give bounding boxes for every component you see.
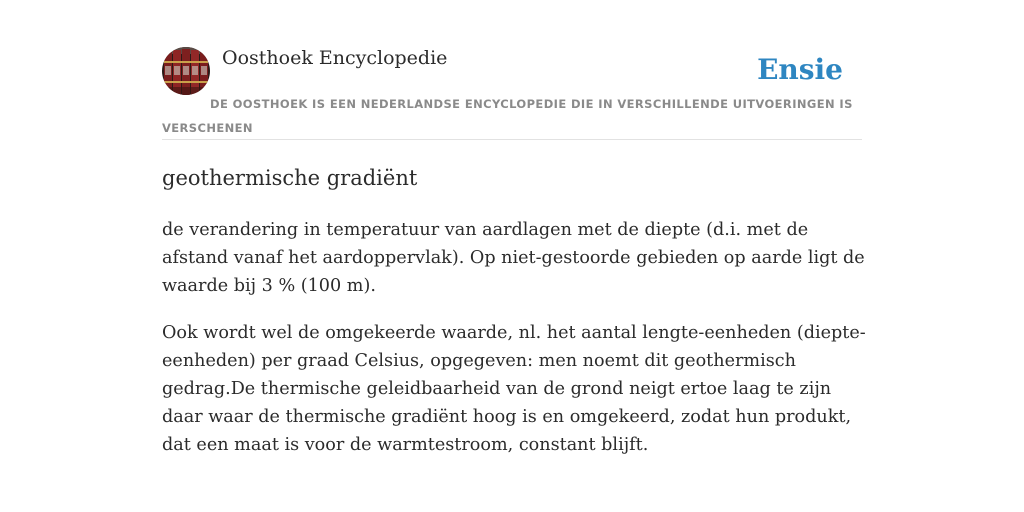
entry-content (162, 162, 866, 459)
entry-paragraph-1: de verandering in temperatuur van aardlagen met de diepte (d.i. met de afstand vanaf het aardoppervlak). Op niet-gestoorde gebieden op aarde ligt de waarde bij 3 % (100 m). (162, 220, 865, 296)
source-header (162, 46, 862, 140)
entry-paragraph-2: Ook wordt wel de omgekeerde waarde, nl. het aantal lengte-eenheden (diepte-eenheden) per graad Celsius, opgegeven: men noemt dit geothermisch gedrag.De thermische geleidbaarheid van de grond neigt ertoe laag te zijn daar waar de thermische gradiënt hoog is en omgekeerd, zodat hun produkt, dat een maat is voor de warmtestroom, constant blijft. (162, 323, 866, 455)
source-title[interactable]: Oosthoek Encyclopedie (222, 47, 448, 69)
source-tagline: DE OOSTHOEK IS EEN NEDERLANDSE ENCYCLOPEDIE DIE IN VERSCHILLENDE UITVOERINGEN IS VERSCHENEN (162, 97, 853, 135)
entry-term: geothermische gradiënt (162, 166, 418, 190)
book-spines-icon (162, 47, 210, 95)
ensie-logo[interactable]: Ensie (757, 53, 843, 86)
source-avatar[interactable] (162, 47, 210, 95)
